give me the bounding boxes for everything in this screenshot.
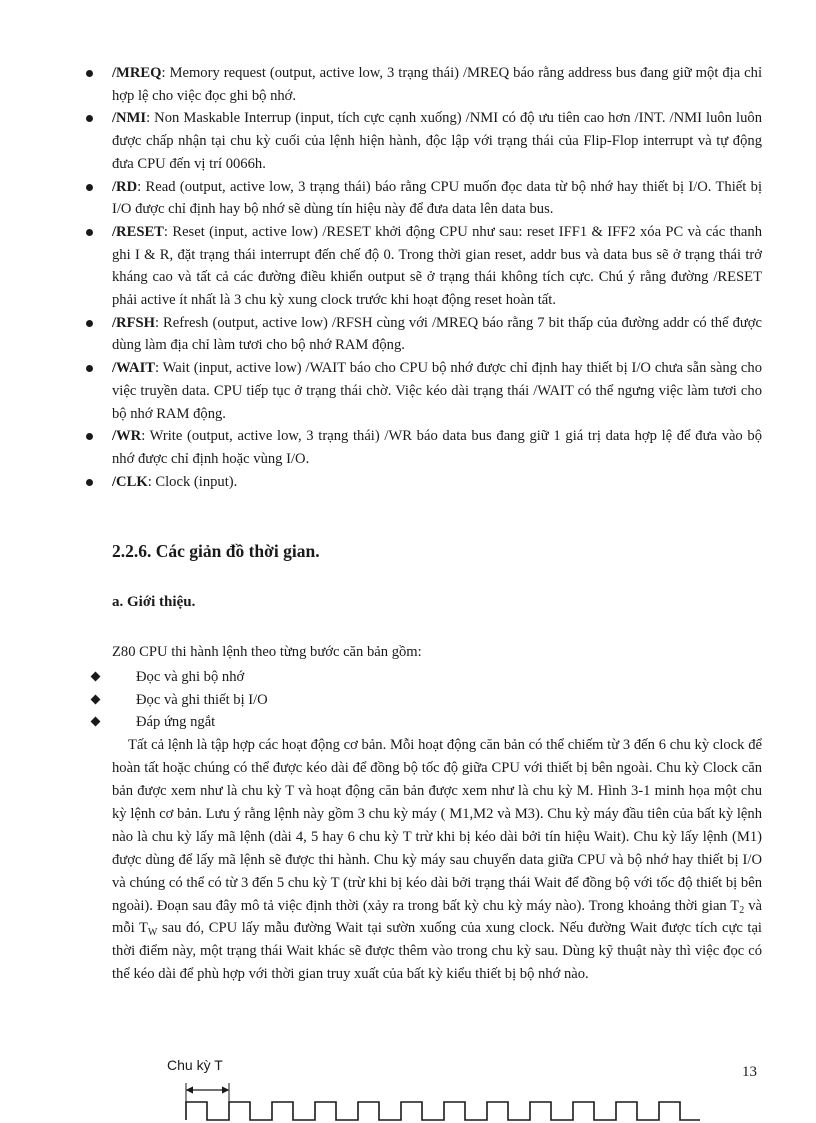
pin-item: [86, 357, 762, 425]
pin-description-list: [86, 62, 762, 493]
step-text: Đáp ứng ngắt: [136, 714, 216, 731]
step-item: [86, 711, 762, 734]
pin-item: [86, 471, 762, 494]
step-item: [86, 666, 762, 689]
pin-name: /NMI: [112, 110, 147, 127]
pin-description: : Wait (input, active low) /WAIT báo cho CPU bộ nhớ được chỉ định hay thiết bị I/O chưa sẵn sàng cho việc truyền data. CPU tiếp tục ở trạng thái chờ. Việc kéo dài trạng thái /WAIT có thể ngưng việc làm tươi cho bộ nhớ RAM động.: [112, 360, 762, 422]
pin-name: /RESET: [112, 223, 164, 240]
sub-heading: a. Giới thiệu.: [112, 594, 196, 611]
pin-description: : Reset (input, active low) /RESET khởi động CPU như sau: reset IFF1 & IFF2 xóa PC và các thanh ghi I & R, đặt trạng thái interrupt đến chế độ 0. Trong thời gian reset, addr bus và data bus sẽ ở trạng thái trở kháng cao và tất cả các đường điều khiển output sẽ ở trạng thái không tích cực. Chú ý rằng đường /RESET phải active ít nhất là 3 chu kỳ xung clock trước khi hoạt động reset hoàn tất.: [112, 223, 762, 309]
pin-name: /RD: [112, 178, 138, 195]
pin-name: /MREQ: [112, 65, 162, 81]
body-paragraph: [112, 734, 762, 986]
paragraph-text-3: sau đó, CPU lấy mẫu đường Wait tại sườn xuống của xung clock. Nếu đường Wait được tích cực tại thời điểm này, một trạng thái Wait khác sẽ được thêm vào trong chu kỳ sau. Dùng kỹ thuật này thì việc đọc có thể kéo dài để phù hợp với thời gian truy xuất của bất kỳ kiểu thiết bị bộ nhớ nào.: [112, 920, 762, 983]
step-list: [86, 666, 762, 734]
pin-item: [86, 176, 762, 221]
bullet-icon: [86, 184, 93, 191]
bullet-icon: [86, 479, 93, 486]
page-number: 13: [742, 1064, 757, 1080]
pin-item: [86, 312, 762, 357]
pin-description: : Non Maskable Interrup (input, tích cực cạnh xuống) /NMI có độ ưu tiên cao hơn /INT. /NMI luôn luôn được chấp nhận tại chu kỳ cuối của lệnh hiện hành, độc lập với trạng thái của Flip-Flop interrupt và tự động đưa CPU đến vị trí 0066h.: [112, 110, 762, 172]
pin-name: /WR: [112, 428, 142, 445]
bullet-icon: [86, 433, 93, 440]
clock-cycle-label: Chu kỳ T: [167, 1057, 223, 1073]
pin-item: [86, 425, 762, 470]
bullet-icon: [86, 229, 93, 236]
pin-item: [86, 107, 762, 175]
pin-description: : Memory request (output, active low, 3 trạng thái) /MREQ báo rằng address bus đang giữ một địa chỉ hợp lệ cho việc đọc ghi bộ nhớ.: [112, 65, 762, 104]
bullet-icon: [86, 115, 93, 122]
pin-description: : Refresh (output, active low) /RFSH cùng với /MREQ báo rằng 7 bit thấp của đường addr có thể được dùng làm địa chỉ làm tươi cho bộ nhớ RAM động.: [112, 314, 762, 354]
diamond-bullet-icon: [91, 717, 101, 727]
pin-item: [86, 62, 762, 107]
bullet-icon: [86, 365, 93, 372]
subscript-2: 2: [739, 904, 745, 916]
clock-timing-diagram: [180, 1078, 700, 1123]
page-content: [86, 62, 762, 986]
section-heading: 2.2.6. Các giản đồ thời gian.: [112, 541, 320, 562]
step-item: [86, 689, 762, 712]
pin-name: /WAIT: [112, 360, 155, 377]
intro-text: Z80 CPU thi hành lệnh theo từng bước căn bản gồm:: [112, 644, 422, 661]
pin-name: /CLK: [112, 473, 148, 490]
diamond-bullet-icon: [91, 672, 101, 682]
bullet-icon: [86, 320, 93, 327]
subscript-w: W: [147, 927, 158, 939]
pin-item: [86, 221, 762, 312]
paragraph-text-2: và mỗi T: [112, 897, 762, 937]
pin-name: /RFSH: [112, 314, 155, 331]
pin-description: : Clock (input).: [147, 473, 238, 490]
bullet-icon: [86, 70, 93, 77]
step-text: Đọc và ghi bộ nhớ: [136, 669, 245, 686]
pin-description: : Read (output, active low, 3 trạng thái) báo rằng CPU muốn đọc data từ bộ nhớ hay thiết bị I/O. Thiết bị I/O được chỉ định hay bộ nhớ sẽ dùng tín hiệu này để đưa data lên data bus.: [112, 178, 762, 218]
clock-waveform: [186, 1102, 700, 1120]
diamond-bullet-icon: [91, 694, 101, 704]
paragraph-text-1: Tất cả lệnh là tập hợp các hoạt động cơ bản. Mỗi hoạt động căn bản có thể chiếm từ 3 đến 6 chu kỳ clock để hoàn tất hoặc chúng có thể được kéo dài để đồng bộ tốc độ giữa CPU với thiết bị bên ngoài. Chu kỳ Clock căn bản được xem như là chu kỳ T và hoạt động căn bản được xem như là chu kỳ M. Hình 3-1 minh họa một chu kỳ lệnh cơ bản. Lưu ý rằng lệnh này gồm 3 chu kỳ máy ( M1,M2 và M3). Chu kỳ máy đầu tiên của bất kỳ lệnh nào là chu kỳ lấy mã lệnh (dài 4, 5 hay 6 chu kỳ T trừ khi bị kéo dài bởi tín hiệu Wait). Chu kỳ lấy lệnh (M1) được dùng để lấy mã lệnh sẽ được thi hành. Chu kỳ máy sau chuyển data giữa CPU và bộ nhớ hay thiết bị I/O và chúng có thể có từ 3 đến 5 chu kỳ T (trừ khi bị kéo dài bởi trạng thái Wait để đồng bộ với tốc độ thiết bị bên ngoài). Đoạn sau đây mô tả việc định thời (xảy ra trong bất kỳ chu kỳ máy nào). Trong khoảng thời gian T: [112, 737, 762, 914]
step-text: Đọc và ghi thiết bị I/O: [136, 691, 268, 708]
pin-description: : Write (output, active low, 3 trạng thái) /WR báo data bus đang giữ 1 giá trị data hợp lệ để đưa vào bộ nhớ được chỉ định hoặc vùng I/O.: [112, 428, 762, 467]
